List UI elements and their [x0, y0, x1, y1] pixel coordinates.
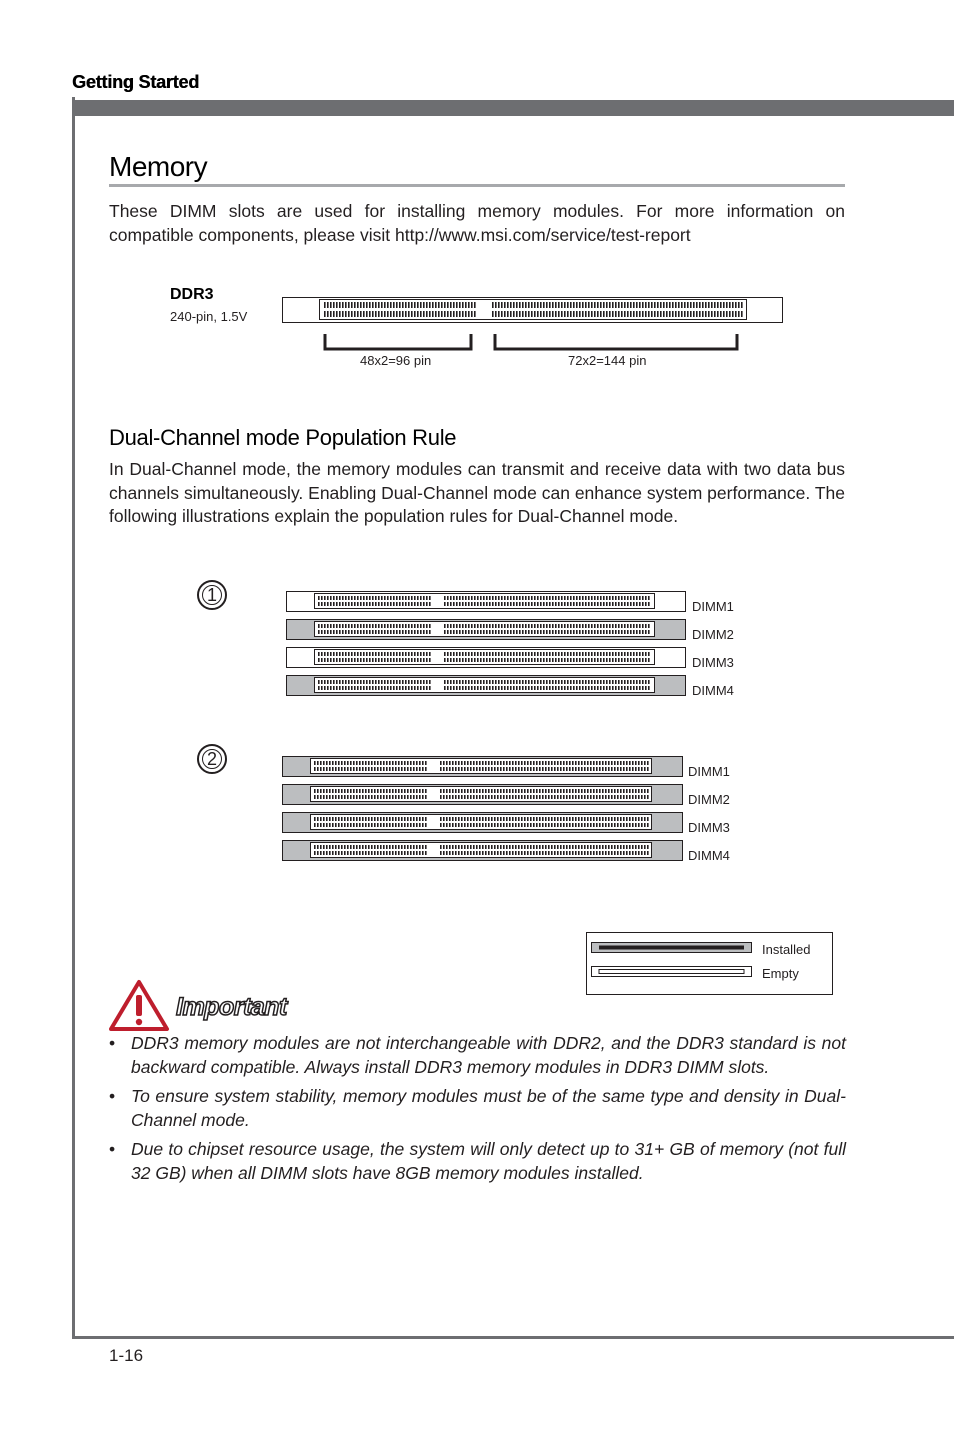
config-badge-1 — [197, 580, 227, 610]
pin-count-left: 48x2=96 pin — [360, 353, 432, 368]
ddr3-slot-diagram — [282, 297, 784, 323]
ddr3-label: DDR3 — [170, 286, 214, 303]
bullet-text: DDR3 memory modules are not interchangeable with DDR2, and the DDR3 standard is not backward compatible. Always install DDR3 memory modules in DDR3 DIMM slots. — [131, 1033, 846, 1077]
dimm-slot — [282, 840, 683, 861]
badge-number: 1 — [206, 584, 217, 605]
config-badge-2 — [197, 744, 227, 774]
dimm-label: DIMM3 — [688, 820, 730, 835]
frame-top-bar — [75, 100, 954, 116]
ddr3-spec: 240-pin, 1.5V — [170, 309, 248, 324]
frame-left-rule — [72, 97, 75, 1339]
dimm-label: DIMM4 — [692, 683, 734, 698]
legend — [586, 932, 833, 995]
bullet-text: To ensure system stability, memory modules must be of the same type and density in Dual-Channel mode. — [131, 1086, 846, 1130]
dual-channel-heading: Dual-Channel mode Population Rule — [109, 425, 457, 450]
section-label: Getting Started — [72, 72, 200, 92]
dimm-label: DIMM1 — [688, 764, 730, 779]
intro-paragraph: These DIMM slots are used for installing memory modules. For more information on compatible components, please visit http://www.msi.com/service/test-report — [109, 201, 845, 245]
frame-bottom-rule — [72, 1336, 954, 1339]
legend-installed: Installed — [762, 942, 811, 957]
dimm-label: DIMM4 — [688, 848, 730, 863]
dimm-label: DIMM2 — [692, 627, 734, 642]
dimm-slot — [282, 812, 683, 833]
legend-empty: Empty — [762, 966, 799, 981]
legend-swatches — [591, 942, 753, 984]
dimm-label: DIMM3 — [692, 655, 734, 670]
dimm-slot — [286, 675, 686, 696]
dimm-slot — [282, 756, 683, 777]
dimm-label: DIMM2 — [688, 792, 730, 807]
important-label: Important — [176, 993, 287, 1021]
important-list — [109, 1032, 846, 1191]
dimm-slot — [282, 784, 683, 805]
dimm-slot — [286, 647, 686, 668]
page-title: Memory — [109, 151, 208, 182]
pin-brackets — [320, 332, 745, 354]
page-number: 1-16 — [109, 1346, 144, 1365]
dimm-slot — [286, 591, 686, 612]
list-item: • To ensure system stability, memory modules must be of the same type and density in Dual-Channel mode. — [109, 1086, 846, 1130]
bullet-text: Due to chipset resource usage, the system will only detect up to 31+ GB of memory (not full 32 GB) when all DIMM slots have 8GB memory modules installed. — [131, 1139, 846, 1183]
title-underline — [109, 184, 845, 187]
dimm-slot — [286, 619, 686, 640]
list-item: • Due to chipset resource usage, the system will only detect up to 31+ GB of memory (not full 32 GB) when all DIMM slots have 8GB memory modules installed. — [109, 1139, 846, 1183]
badge-number: 2 — [206, 748, 217, 769]
dual-channel-paragraph: In Dual-Channel mode, the memory modules can transmit and receive data with two data bus channels simultaneously. Enabling Dual-Channel mode can enhance system performance. The following illustrations explain the population rules for Dual-Channel mode. — [109, 459, 845, 526]
dimm-label: DIMM1 — [692, 599, 734, 614]
pin-count-right: 72x2=144 pin — [568, 353, 647, 368]
list-item: • DDR3 memory modules are not interchangeable with DDR2, and the DDR3 standard is not backward compatible. Always install DDR3 memory modules in DDR3 DIMM slots. — [109, 1033, 846, 1077]
warning-icon — [108, 979, 170, 1033]
